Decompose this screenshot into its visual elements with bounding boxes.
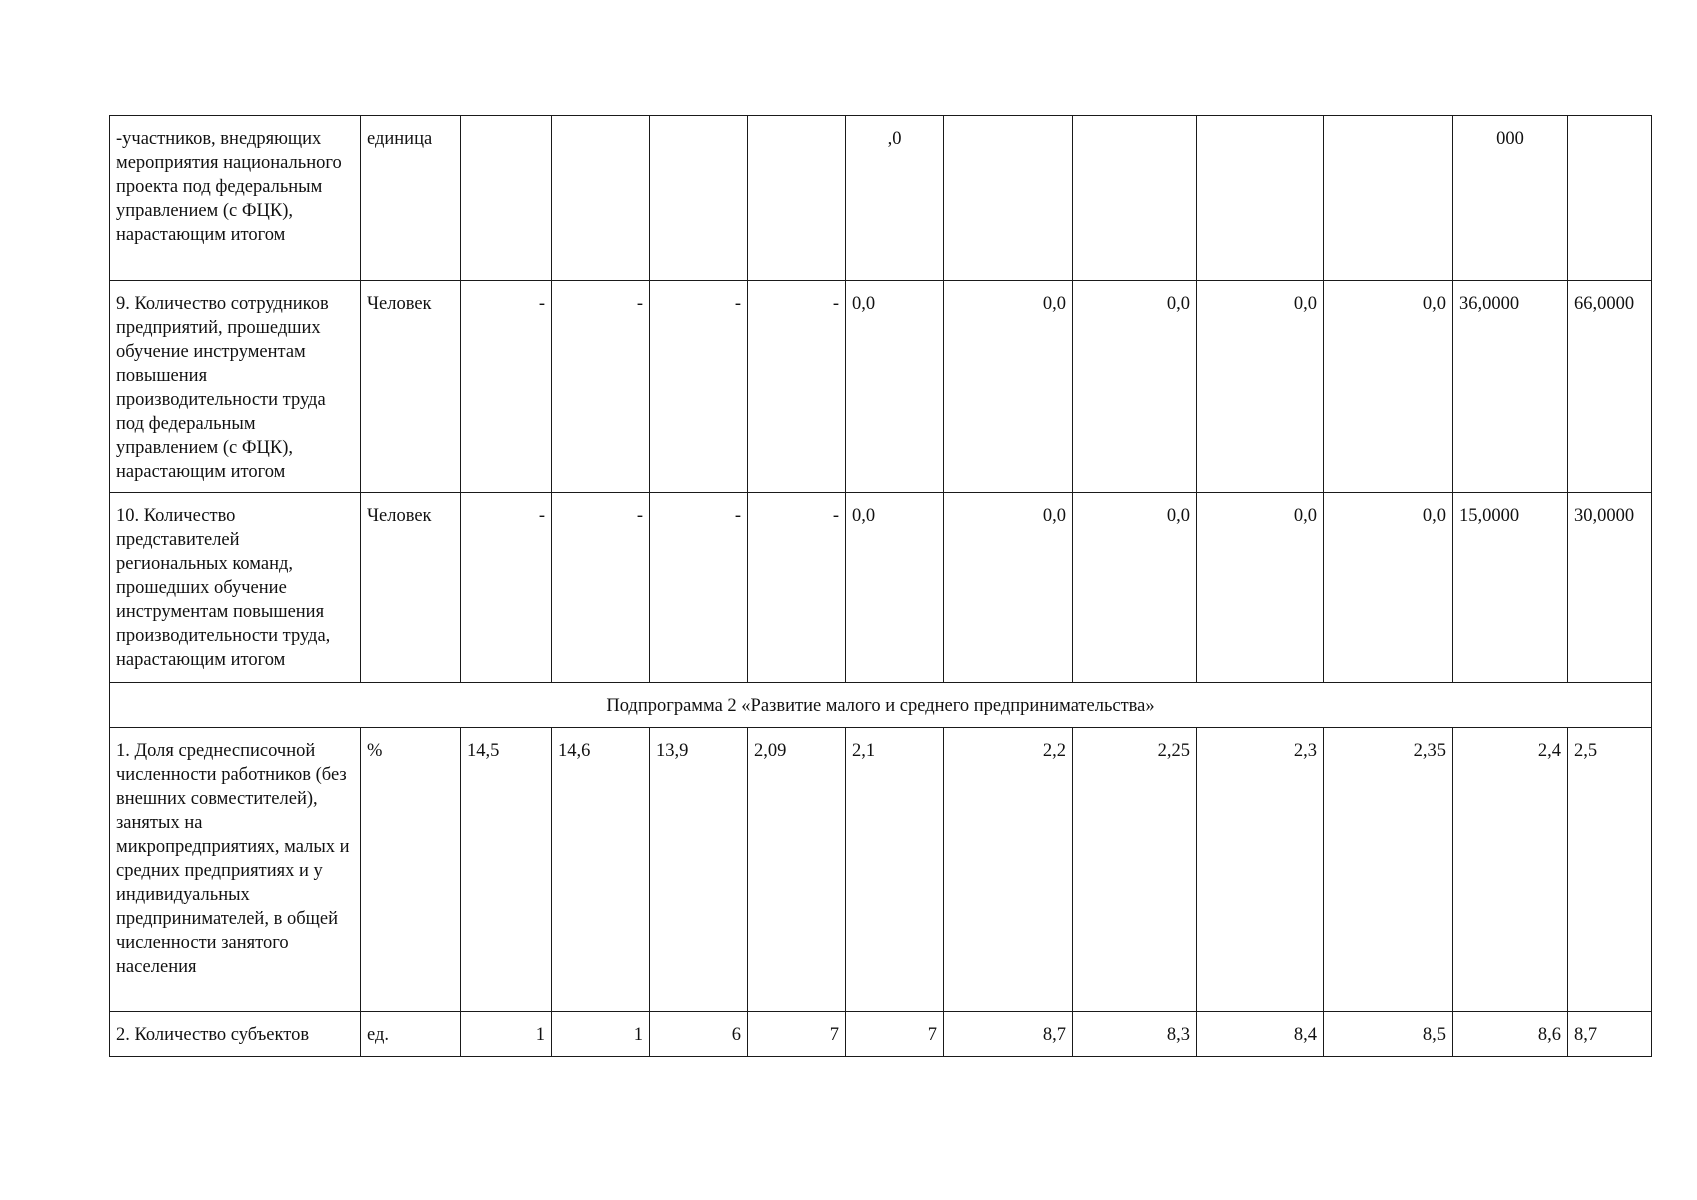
value-cell: 14,5 bbox=[461, 728, 552, 1012]
value-cell: - bbox=[552, 281, 650, 493]
value-cell: 8,6 bbox=[1453, 1012, 1568, 1057]
value-cell: - bbox=[461, 281, 552, 493]
value-cell bbox=[461, 116, 552, 281]
value-cell bbox=[748, 116, 846, 281]
value-cell bbox=[1568, 116, 1652, 281]
value-cell: 0,0 bbox=[1197, 493, 1324, 683]
value-cell: 2,09 bbox=[748, 728, 846, 1012]
indicator-name-cell: 10. Количество представителей региональных команд, прошедших обучение инструментам повышения производительности труда, нарастающим итогом bbox=[110, 493, 361, 683]
unit-cell: % bbox=[361, 728, 461, 1012]
value-cell: 8,7 bbox=[944, 1012, 1073, 1057]
indicator-name-cell: -участников, внедряющих мероприятия национального проекта под федеральным управлением (с ФЦК), нарастающим итогом bbox=[110, 116, 361, 281]
value-cell: 0,0 bbox=[1324, 493, 1453, 683]
value-cell: 15,0000 bbox=[1453, 493, 1568, 683]
value-cell: - bbox=[650, 281, 748, 493]
value-cell: 2,3 bbox=[1197, 728, 1324, 1012]
value-cell bbox=[650, 116, 748, 281]
value-cell: - bbox=[461, 493, 552, 683]
value-cell: 66,0000 bbox=[1568, 281, 1652, 493]
value-cell bbox=[1073, 116, 1197, 281]
value-cell: 6 bbox=[650, 1012, 748, 1057]
subprogram-title: Подпрограмма 2 «Развитие малого и среднего предпринимательства» bbox=[110, 683, 1652, 728]
indicator-name-cell: 9. Количество сотрудников предприятий, прошедших обучение инструментам повышения производительности труда под федеральным управлением (с ФЦК), нарастающим итогом bbox=[110, 281, 361, 493]
value-cell: 7 bbox=[846, 1012, 944, 1057]
value-cell: 8,5 bbox=[1324, 1012, 1453, 1057]
indicator-name-cell: 2. Количество субъектов bbox=[110, 1012, 361, 1057]
value-cell: 000 bbox=[1453, 116, 1568, 281]
value-cell: 0,0 bbox=[846, 493, 944, 683]
value-cell: 0,0 bbox=[1073, 281, 1197, 493]
subprogram-header-row bbox=[110, 683, 1652, 728]
value-cell: 0,0 bbox=[1073, 493, 1197, 683]
indicators-table bbox=[109, 115, 1652, 1057]
value-cell: 14,6 bbox=[552, 728, 650, 1012]
value-cell bbox=[552, 116, 650, 281]
value-cell: 2,1 bbox=[846, 728, 944, 1012]
value-cell: 0,0 bbox=[846, 281, 944, 493]
value-cell: - bbox=[748, 281, 846, 493]
unit-cell: Человек bbox=[361, 493, 461, 683]
value-cell: 30,0000 bbox=[1568, 493, 1652, 683]
value-cell: ,0 bbox=[846, 116, 944, 281]
value-cell: 8,7 bbox=[1568, 1012, 1652, 1057]
value-cell: - bbox=[650, 493, 748, 683]
value-cell: 2,25 bbox=[1073, 728, 1197, 1012]
unit-cell: ед. bbox=[361, 1012, 461, 1057]
indicator-name-cell: 1. Доля среднесписочной численности работников (без внешних совместителей), занятых на микропредприятиях, малых и средних предприятиях и у индивидуальных предпринимателей, в общей численности занятого населения bbox=[110, 728, 361, 1012]
value-cell bbox=[1324, 116, 1453, 281]
table-row bbox=[110, 493, 1652, 683]
value-cell: - bbox=[552, 493, 650, 683]
value-cell: 8,4 bbox=[1197, 1012, 1324, 1057]
value-cell: 1 bbox=[461, 1012, 552, 1057]
value-cell: - bbox=[748, 493, 846, 683]
value-cell: 0,0 bbox=[944, 281, 1073, 493]
table-row bbox=[110, 1012, 1652, 1057]
value-cell: 36,0000 bbox=[1453, 281, 1568, 493]
value-cell: 2,4 bbox=[1453, 728, 1568, 1012]
value-cell: 7 bbox=[748, 1012, 846, 1057]
value-cell: 0,0 bbox=[1324, 281, 1453, 493]
value-cell: 1 bbox=[552, 1012, 650, 1057]
value-cell bbox=[1197, 116, 1324, 281]
value-cell: 0,0 bbox=[944, 493, 1073, 683]
table-row bbox=[110, 728, 1652, 1012]
value-cell: 0,0 bbox=[1197, 281, 1324, 493]
value-cell bbox=[944, 116, 1073, 281]
value-cell: 2,2 bbox=[944, 728, 1073, 1012]
value-cell: 13,9 bbox=[650, 728, 748, 1012]
value-cell: 8,3 bbox=[1073, 1012, 1197, 1057]
value-cell: 2,35 bbox=[1324, 728, 1453, 1012]
value-cell: 2,5 bbox=[1568, 728, 1652, 1012]
unit-cell: единица bbox=[361, 116, 461, 281]
table-row bbox=[110, 281, 1652, 493]
unit-cell: Человек bbox=[361, 281, 461, 493]
table-row bbox=[110, 116, 1652, 281]
